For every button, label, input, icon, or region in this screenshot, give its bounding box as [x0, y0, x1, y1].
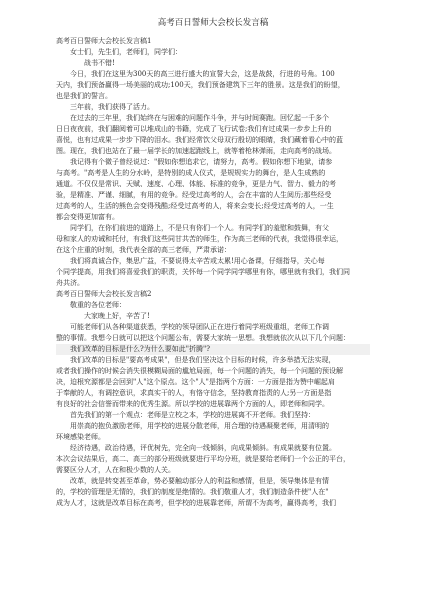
paragraph-line: 需要区分人才，人在和极少数的人关。	[56, 466, 175, 474]
paragraph-line: 舟共济。	[56, 279, 84, 287]
paragraph-line: 用崇高的抱负激励老师，用学校的进展分散老师，用合理的待遇凝聚老师，用清明的	[70, 422, 329, 430]
paragraph-line: 今日，我们在这里为300天的高三进行盛大的宣誓大会，这是战鼓，行进的号角。100	[70, 70, 335, 78]
paragraph-line: 天内，我们预备赢得一场美丽的成功;100天，我们预备建筑下三年的胜景。这是我们的盼望，	[56, 81, 345, 89]
paragraph-line: 决，迫根究源都是会回到"人"这个原点。这个"人"是指两个方面：一方面是指为赞中崛起肩	[56, 378, 335, 386]
paragraph-line: 通道。不仅仅是常识、天赋、速度、心理、体能、标准的竞争，更是力气、智力、毅力的考	[56, 180, 336, 188]
paragraph-line: 改革，就是转变甚至革命，势必要触动部分人的利益和感情，但是，领导集体是有情	[70, 477, 329, 485]
speech-section-1	[56, 36, 370, 289]
paragraph-line: 日日夜夜前，我们翻阅着可以堆成山的书籍，完成了飞行试卷;我们有过成果一步步上升的	[56, 125, 332, 133]
paragraph-line: 在这个庄重的时刻，我代表全部的高三老师，严肃承诺：	[56, 246, 231, 254]
paragraph-line: 都会变得更加富有。	[56, 213, 119, 221]
paragraph-line: 首先我们的第一个观点：老师是立校之本，学校的进展离不开老师。我们坚持：	[70, 411, 315, 419]
page-title: 高考百日誓师大会校长发言稿	[157, 18, 269, 28]
paragraph-line: 于奉献的人，有调控意识，求真实干的人，有恪守信念，坚持教育指责的人;另一方面是指	[56, 389, 332, 397]
section-heading: 高考百日誓师大会校长发言稿1	[56, 37, 152, 45]
paragraph-line: 与高考。"高考是人生的分水岭，是特别的成人仪式，是规规实力的舞台，是人生成熟的	[56, 169, 326, 177]
paragraph-line: 个同学提高，用我们将喜爱我们的职责，关怀每一个同学同学哪里有你，哪里就有我们，我们同	[56, 268, 350, 276]
paragraph-line: 我们将真诚合作，集思广益，不要说得太辛苦或太累!用心备课，仔细指导，关心每	[70, 257, 325, 265]
paragraph-line: 我记得有个微子曾经说过："假如你想追求它，请努力，高考。假如你想下地狱，请参	[70, 158, 333, 166]
paragraph-line: 整的事情。我想今日就可以把这个问题公布，需要大家统一思想。我想就依次从以下几个问题：	[56, 334, 350, 342]
paragraph-line: 验，是精准、严谨、细腻，有用的竞争。经受过高考的人，会在丰富的人生阅历;那些经受	[56, 191, 332, 199]
paragraph-line: 喜悦，也有过成果一步步下降的泪水。我们经常饮父母双行殷切的眼睛，我们藏着看心中的蓝	[56, 136, 343, 144]
paragraph-line: 本次会议结果后，高二、高三的部分班级就要进行平均分班，就是要给老师们一个公正的平台，	[56, 455, 350, 463]
paragraph-line: 同学们，在你们前进的道路上，不是只有你们一个人。有同学们的羞慰和鼓舞，有父	[70, 224, 329, 232]
paragraph-line: 敬重的各位老师：	[70, 301, 126, 309]
paragraph-line: 有良好的社会信誉而带来的优秀生源。所以学校的进展靠两个方面的人，即老师和同学。	[56, 400, 329, 408]
paragraph-line: 女士们，先生们，老师们，同学们：	[70, 48, 182, 56]
paragraph-line: 的，学校的管理是无情的，我们的制度是绝情的。我们敬重人才，我们制造条件使"人在"	[56, 488, 329, 496]
paragraph-line: 母和家人的劝诫和托付，有我们这些同甘共苦的师生，作为高三老师的代表，我觉得很幸运，	[56, 235, 343, 243]
speech-section-2	[56, 289, 370, 509]
paragraph-line: 图。现在，我们也站在了最一届学长的加速起跑线上，就等着枪林弹雨，走向高考的战场。	[56, 147, 336, 155]
paragraph-line: 过高考的人，生活的熊色会变得残酷;经受过高考的人，将来会变长;经受过高考的人，一生	[56, 202, 334, 210]
paragraph-line: 大家晚上好，辛苦了!	[84, 312, 150, 320]
paragraph-line: 三年前，我们获得了活力。	[70, 103, 154, 111]
paragraph-line: 也是我们的誓言。	[56, 92, 112, 100]
paragraph-line: 经济待遇，政治待遇，评优树先，完全向一线倾斜，向成果倾斜。有成果就要有位置。	[70, 444, 336, 452]
paragraph-line: 可能老师们从各种渠道获悉，学校的领导团队正在进行着同学班级重组，老师工作调	[70, 323, 329, 331]
section-heading: 高考百日誓师大会校长发言稿2	[56, 290, 152, 298]
paragraph-line: 或者我们操作的时候会消失很模糊局面的尴尬局面，每一个问题的消失，每一个问题的预设解	[56, 367, 343, 375]
paragraph-line: 环境感染老师。	[56, 433, 105, 441]
paragraph-line: 在过去的三年里，我们始终在与困难的问题作斗争，并与时间赛跑。回忆起一千多个	[70, 114, 329, 122]
paragraph-line: 战书不错!	[84, 59, 115, 67]
paragraph-line: 成为人才，这就是改革目标在高考，但学校的进展靠老师，所谓不为高考，赢得高考，我们	[56, 499, 336, 507]
paragraph-line: 我们改革的目标是"要高考成果"，但是我们坚决这个目标的时候，许多举措无法实现，	[70, 356, 336, 364]
paragraph-line: 我们改革的目标是什么?为什么要如此"折腾"?	[56, 344, 370, 355]
